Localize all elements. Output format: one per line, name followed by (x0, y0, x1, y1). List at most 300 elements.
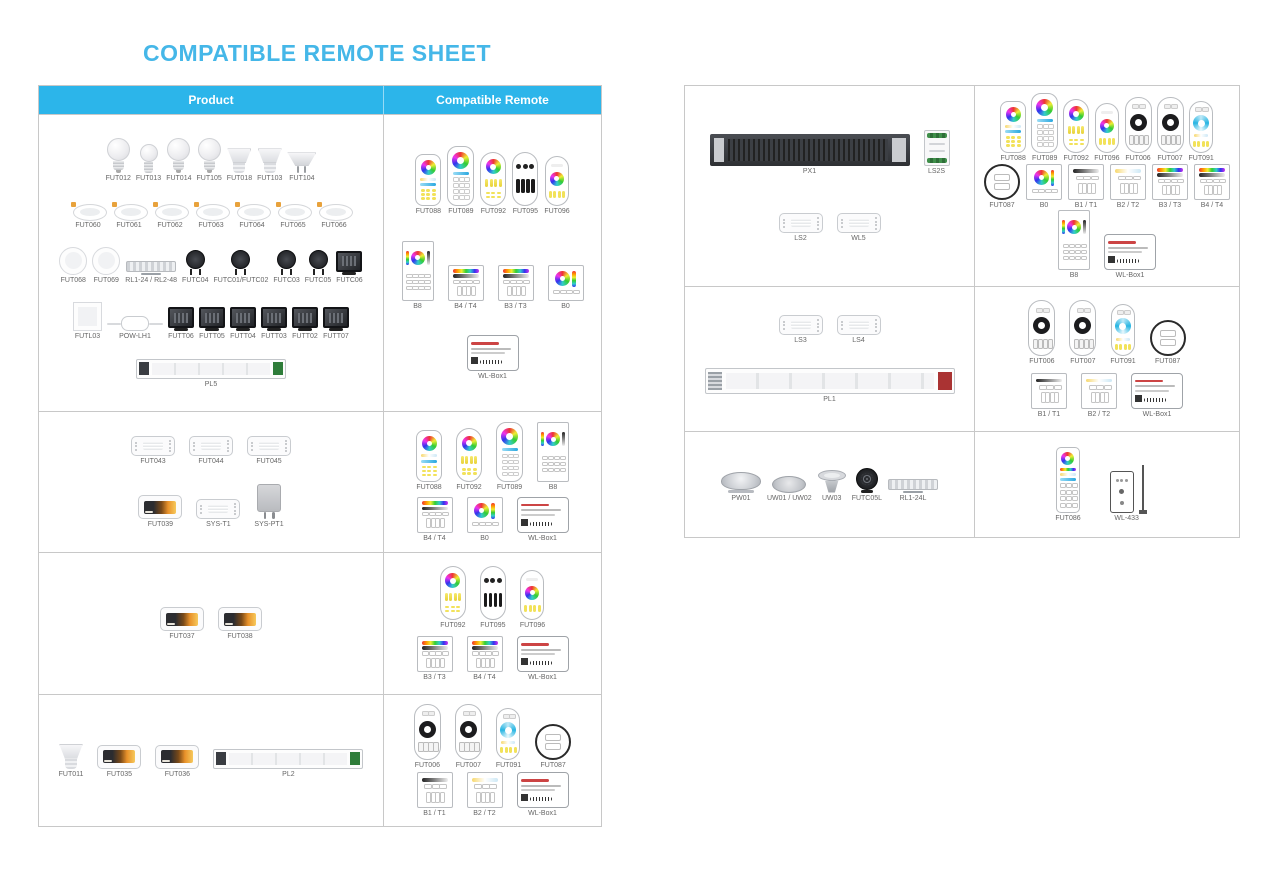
remote-item (548, 265, 584, 310)
product-cell (39, 115, 384, 411)
r-8zone-icon (1031, 93, 1058, 153)
remote-item (1069, 300, 1096, 365)
remote-item (416, 430, 442, 491)
remote-item (1157, 97, 1184, 162)
item-label: B3 / T3 (1158, 201, 1182, 209)
product-item (230, 307, 256, 340)
wall-b8-icon (1058, 210, 1090, 270)
item-label: FUT096 (1094, 154, 1120, 162)
item-label: FUT007 (455, 761, 481, 769)
product-item (227, 148, 252, 182)
item-label: B3 / T3 (423, 674, 446, 682)
item-label: LS2 (794, 235, 807, 243)
product-line (73, 302, 349, 340)
ctrl-icon (196, 499, 240, 519)
item-label: RL1-24L (899, 494, 927, 502)
item-label: WL-Box1 (1115, 272, 1145, 280)
item-label: B3 / T3 (504, 302, 527, 310)
product-line (106, 138, 317, 182)
remote-line (417, 636, 569, 681)
table-row (39, 114, 601, 411)
bulb-icon (167, 138, 190, 173)
product-item (152, 201, 188, 229)
item-label: SYS-PT1 (254, 521, 284, 528)
product-item (168, 307, 194, 340)
item-label: B0 (480, 534, 489, 542)
item-label: B2 / T2 (1087, 411, 1111, 418)
left-table-header (39, 86, 601, 114)
remote-line (1028, 300, 1185, 365)
pool-icon (721, 472, 761, 493)
mr16-icon (287, 152, 316, 173)
driver-long-lg-icon (705, 368, 955, 394)
product-item (59, 744, 84, 778)
remote-item (467, 772, 503, 817)
item-label: B1 / T1 (1037, 411, 1061, 418)
remote-line (415, 146, 569, 215)
remote-item (1189, 101, 1214, 162)
product-item (721, 472, 761, 502)
spot-icon (227, 148, 251, 173)
remote-item (1104, 234, 1156, 279)
product-item (837, 213, 881, 242)
item-label: B8 (1069, 272, 1079, 280)
r-rgbcct-icon (416, 430, 442, 482)
item-label: FUT092 (456, 484, 482, 492)
item-label: PL1 (823, 395, 836, 403)
wall-b8-icon (537, 422, 569, 482)
r-buttons-icon (512, 152, 538, 206)
product-line (779, 315, 881, 344)
wall-rainbow-icon (417, 636, 453, 672)
table-row (685, 431, 1239, 537)
item-label: FUT104 (289, 175, 315, 183)
product-item (214, 250, 269, 284)
wall-cct-icon (467, 772, 503, 808)
product-column-header: Product (39, 86, 384, 114)
item-label: FUT064 (239, 221, 265, 229)
bulb-icon (198, 138, 221, 173)
r-round-icon (1150, 320, 1186, 356)
wallwasher-icon (126, 261, 176, 275)
wall-rainbow-icon (1152, 164, 1188, 200)
remote-item (414, 704, 441, 769)
wall-cct-icon (1110, 164, 1146, 200)
item-label: FUT096 (544, 207, 570, 215)
remote-item (1058, 210, 1090, 279)
product-item (767, 476, 812, 502)
item-label: PW01 (731, 494, 751, 502)
ctrl-colorful-icon (160, 607, 204, 631)
item-label: FUT089 (448, 207, 474, 215)
item-label: FUT103 (257, 175, 283, 183)
ctrl-icon (837, 315, 881, 335)
downlight-icon (70, 201, 106, 220)
product-line (160, 607, 262, 640)
r-433-icon (1056, 447, 1080, 513)
product-line (59, 247, 362, 284)
product-item (779, 315, 823, 344)
product-line (70, 201, 352, 229)
remote-line (467, 335, 519, 380)
spot-icon (258, 148, 282, 173)
item-label: FUT091 (1110, 358, 1136, 365)
flood-icon (230, 307, 256, 331)
item-label: B2 / T2 (473, 810, 496, 818)
remote-item (517, 497, 569, 542)
item-label: FUT007 (1157, 154, 1183, 162)
r-blackring-icon (1125, 97, 1152, 153)
item-label: PL2 (282, 770, 295, 778)
product-item (160, 607, 204, 640)
remote-cell (384, 553, 601, 694)
remote-item (537, 422, 569, 491)
item-label: B4 / T4 (473, 674, 496, 682)
remote-line (416, 422, 569, 491)
item-label: UW01 / UW02 (766, 494, 812, 502)
r-rgbw-icon (1063, 99, 1089, 153)
remote-item (1152, 164, 1188, 209)
remote-item (415, 154, 441, 215)
product-item (316, 201, 352, 229)
item-label: FUT036 (164, 770, 191, 778)
item-label: FUTC05L (851, 494, 883, 502)
item-label: LS2S (927, 167, 946, 175)
item-label: FUTL03 (74, 333, 101, 341)
remote-item (447, 146, 474, 215)
item-label: WL-Box1 (528, 674, 557, 682)
item-label: FUT061 (116, 221, 142, 229)
item-label: FUTC01/FUTC02 (213, 276, 269, 284)
product-cell (685, 86, 975, 286)
r-blackring-icon (1069, 300, 1096, 356)
remote-item (1094, 103, 1119, 162)
item-label: FUT092 (480, 207, 506, 215)
remote-line (417, 772, 569, 817)
panel-round-icon (59, 247, 87, 275)
product-item (73, 302, 102, 340)
item-label: SYS-T1 (206, 521, 231, 528)
remote-line (440, 566, 545, 629)
r-blackring-icon (414, 704, 441, 760)
spot-icon (59, 744, 83, 769)
r-rgbw-icon (480, 152, 506, 206)
product-item (70, 201, 106, 229)
item-label: WL-433 (1114, 515, 1139, 522)
product-cell (685, 432, 975, 537)
item-label: B4 / T4 (1200, 201, 1224, 209)
item-label: FUT088 (415, 207, 441, 215)
product-cell (39, 695, 384, 826)
remote-item (480, 566, 506, 629)
item-label: FUT039 (147, 521, 174, 528)
item-label: FUT068 (60, 276, 86, 284)
product-item (199, 307, 225, 340)
item-label: FUT088 (1000, 154, 1026, 162)
product-item (107, 316, 163, 340)
item-label: FUT045 (256, 458, 282, 465)
product-item (779, 213, 823, 242)
wall-grey-icon (417, 772, 453, 808)
table-row (39, 411, 601, 552)
product-item (247, 436, 291, 465)
item-label: FUTC04 (182, 276, 209, 284)
product-item (136, 144, 161, 182)
remote-item (1081, 373, 1117, 418)
remote-item (417, 497, 453, 542)
r-touch4-icon (545, 156, 569, 206)
product-item (254, 484, 283, 528)
item-label: B1 / T1 (423, 810, 446, 818)
r-cctring-icon (1111, 304, 1135, 356)
ctrl-icon (247, 436, 291, 456)
remote-item (544, 156, 569, 215)
remote-item (1125, 97, 1152, 162)
product-item (213, 749, 363, 778)
remote-item (417, 772, 453, 817)
product-item (287, 152, 316, 182)
remote-item (535, 724, 571, 769)
item-label: B0 (1039, 201, 1049, 209)
item-label: FUTC03 (273, 276, 300, 284)
item-label: FUT037 (169, 633, 195, 640)
product-item (111, 201, 147, 229)
table-row (39, 552, 601, 694)
item-label: FUTT07 (323, 333, 349, 341)
garden-icon (309, 250, 328, 275)
item-label: B0 (561, 302, 570, 310)
product-item (218, 607, 262, 640)
wall-rainbow-icon (498, 265, 534, 301)
product-item (323, 307, 349, 340)
item-label: WL-Box1 (1142, 411, 1172, 418)
item-label: FUT096 (519, 621, 546, 629)
product-item (97, 745, 141, 778)
r-touch4-icon (520, 570, 544, 620)
item-label: FUTC06 (336, 276, 363, 284)
product-item (705, 368, 955, 403)
item-label: FUTT02 (292, 333, 318, 341)
driver-long-icon (213, 749, 363, 769)
item-label: FUT069 (93, 276, 119, 284)
right-compatibility-table (684, 85, 1240, 538)
item-label: B4 / T4 (454, 302, 477, 310)
flood-icon (261, 307, 287, 331)
item-label: FUT062 (157, 221, 183, 229)
item-label: FUT095 (480, 621, 506, 629)
wall-grey-icon (1068, 164, 1104, 200)
ctrl-colorful-icon (155, 745, 199, 769)
product-item (837, 315, 881, 344)
item-label: B4 / T4 (423, 534, 446, 542)
din-module-icon (924, 130, 950, 166)
product-item (924, 130, 950, 175)
product-line (779, 213, 881, 242)
remote-line (1031, 373, 1183, 418)
item-label: FUT089 (496, 484, 523, 492)
remote-item (402, 241, 434, 310)
item-label: B8 (413, 302, 422, 310)
panel-square-icon (73, 302, 102, 331)
remote-cell (384, 695, 601, 826)
page-title: COMPATIBLE REMOTE SHEET (143, 40, 491, 66)
garden-icon (186, 250, 205, 275)
ctrl-colorful-icon (218, 607, 262, 631)
remote-item (496, 422, 523, 491)
downlight-icon (152, 201, 188, 220)
product-item (196, 499, 240, 528)
remote-item (517, 636, 569, 681)
remote-line (402, 241, 584, 310)
wifi-box-icon (467, 335, 519, 371)
table-row (39, 694, 601, 826)
wall-rainbow-icon (467, 636, 503, 672)
downlight-icon (316, 201, 352, 220)
ctrl-colorful-icon (97, 745, 141, 769)
wifi-box-icon (517, 497, 569, 533)
remote-item (480, 152, 506, 215)
ctrl-colorful-icon (138, 495, 182, 519)
remote-item (417, 636, 453, 681)
product-line (131, 436, 291, 465)
driver-long-icon (136, 359, 286, 379)
remote-item (1131, 373, 1183, 418)
remote-line (1058, 210, 1156, 279)
wall-rainbow-icon (448, 265, 484, 301)
remote-item (1063, 99, 1089, 162)
wifi-box-icon (517, 636, 569, 672)
wall-rainbow-icon (417, 497, 453, 533)
item-label: FUT006 (1125, 154, 1151, 162)
uw-cup-icon (818, 470, 846, 493)
remote-item (467, 335, 519, 380)
remote-item (517, 772, 569, 817)
flood-icon (292, 307, 318, 331)
remote-item (512, 152, 538, 215)
r-cctring-icon (1189, 101, 1213, 153)
item-label: PL5 (204, 380, 218, 388)
remote-cell (975, 86, 1239, 286)
product-line (710, 130, 950, 175)
panel-round-icon (92, 247, 120, 275)
remote-item (1095, 461, 1159, 522)
remote-line (414, 704, 571, 769)
remote-cell (975, 287, 1239, 431)
item-label: FUTT03 (261, 333, 287, 341)
flood-round-icon (856, 468, 878, 493)
product-item (138, 495, 182, 528)
product-item (273, 250, 299, 284)
product-item (888, 479, 938, 502)
item-label: B1 / T1 (1074, 201, 1098, 209)
r-8zone-icon (447, 146, 474, 206)
remote-item (440, 566, 466, 629)
item-label: FUT087 (1154, 358, 1181, 365)
product-item (275, 201, 311, 229)
item-label: FUT063 (198, 221, 224, 229)
item-label: FUTT05 (199, 333, 225, 341)
remote-item (1026, 164, 1062, 209)
item-label: FUT014 (166, 175, 192, 183)
downlight-icon (193, 201, 229, 220)
item-label: UW03 (821, 494, 842, 502)
remote-cell (975, 432, 1239, 537)
product-item (131, 436, 175, 465)
item-label: FUT013 (135, 175, 162, 183)
r-blackring-icon (455, 704, 482, 760)
remote-item (496, 708, 521, 769)
item-label: FUT035 (106, 770, 133, 778)
product-item (234, 201, 270, 229)
product-item (710, 134, 910, 175)
gateway-433-icon (1095, 461, 1159, 513)
flood-icon (323, 307, 349, 331)
wall-b0-icon (467, 497, 503, 533)
item-label: FUT038 (227, 633, 253, 640)
remote-item (1031, 93, 1058, 162)
ctrl-icon (189, 436, 233, 456)
wifi-box-icon (1104, 234, 1156, 270)
product-item (106, 138, 131, 182)
item-label: FUT087 (989, 201, 1015, 209)
wall-b0-icon (1026, 164, 1062, 200)
remote-item (1150, 320, 1186, 365)
product-item (305, 250, 331, 284)
uw-puck-icon (772, 476, 806, 493)
remote-item (455, 704, 482, 769)
table-row (685, 286, 1239, 431)
wall-b0-icon (548, 265, 584, 301)
remote-item (1194, 164, 1230, 209)
item-label: FUT065 (280, 221, 306, 229)
ctrl-icon (779, 213, 823, 233)
product-item (189, 436, 233, 465)
item-label: FUT089 (1032, 154, 1058, 162)
product-item (92, 247, 120, 284)
wall-b8-icon (402, 241, 434, 301)
r-blackring-icon (1157, 97, 1184, 153)
product-item (193, 201, 229, 229)
remote-line (417, 497, 569, 542)
remote-cell (384, 412, 601, 552)
left-compatibility-table (38, 85, 602, 827)
wall-cct-icon (1081, 373, 1117, 409)
pow-cable-icon (107, 316, 163, 331)
product-line (59, 744, 364, 778)
remote-item (520, 570, 545, 629)
product-line (138, 484, 283, 528)
item-label: WL-Box1 (478, 373, 507, 381)
ctrl-icon (837, 213, 881, 233)
product-item (852, 468, 882, 502)
item-label: LS3 (794, 337, 807, 345)
remote-line (1000, 93, 1214, 162)
remote-item (984, 164, 1020, 209)
product-item (136, 359, 286, 388)
product-item (292, 307, 318, 340)
item-label: FUT018 (226, 175, 253, 183)
r-cctring-icon (496, 708, 520, 760)
remote-item (1055, 447, 1080, 522)
downlight-icon (111, 201, 147, 220)
remote-item (1031, 373, 1067, 418)
r-blackring-icon (1028, 300, 1055, 356)
r-buttons-icon (480, 566, 506, 620)
remote-item (1110, 304, 1135, 365)
driver-black-icon (710, 134, 910, 166)
r-round-icon (984, 164, 1020, 200)
product-item (261, 307, 287, 340)
